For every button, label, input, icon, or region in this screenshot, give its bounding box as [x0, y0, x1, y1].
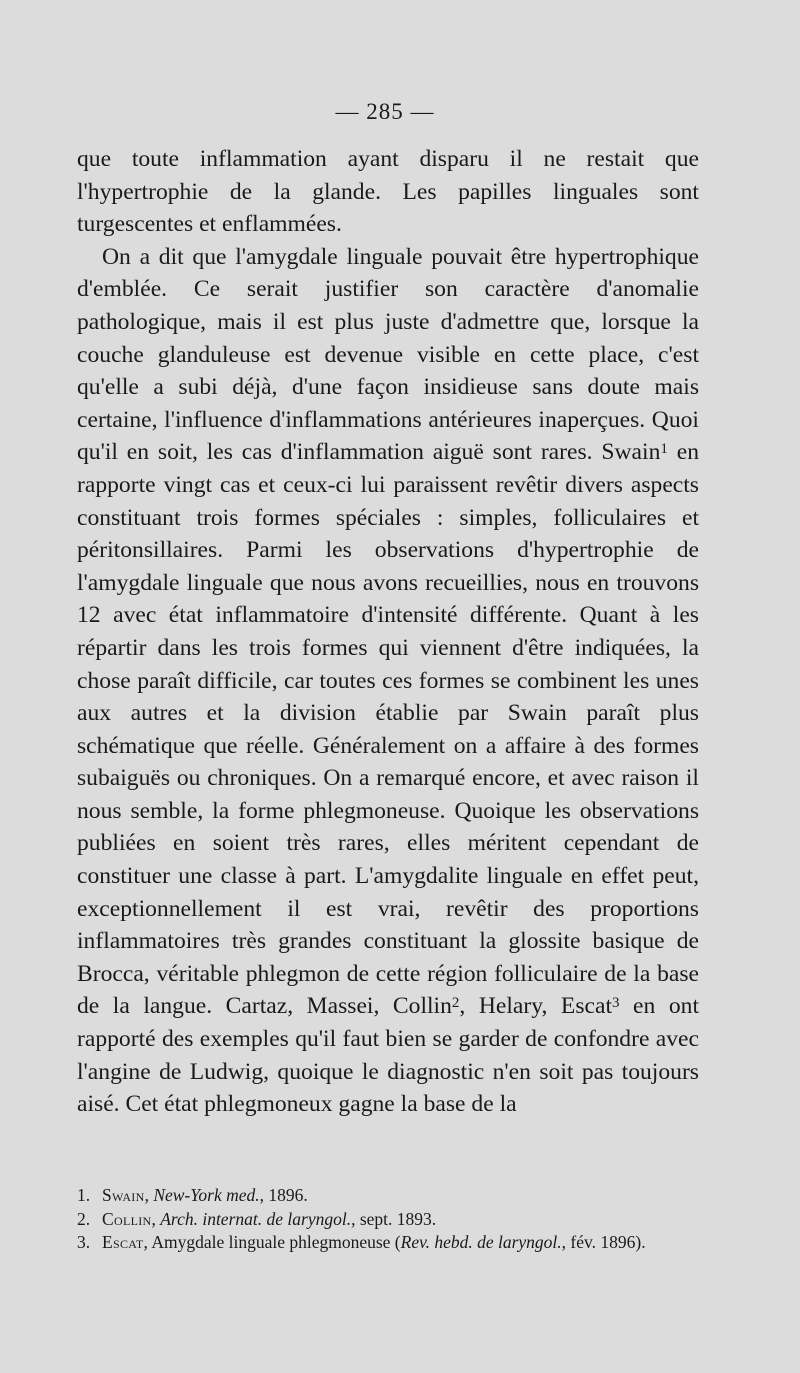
footnotes — [77, 1184, 699, 1255]
footnote-author: Escat — [102, 1232, 144, 1252]
paragraph-2-part-1: On a dit que l'amygdale linguale pouvait être hypertrophique d'emblée. Ce serait justifier son caractère d'anomalie pathologique, mais il est plus juste d'admettre que, lorsque la couche glanduleuse est devenue visible en cette place, c'est qu'elle a subi déjà, d'une façon insidieuse sans doute mais certaine, l'influence d'inflammations antérieures inaperçues. Quoi qu'il en soit, les cas d'inflammation aiguë sont rares. Swain — [77, 243, 699, 466]
footnote-separator: , — [151, 1208, 161, 1229]
footnote-author: Collin — [102, 1208, 152, 1229]
footnote-ref-1[interactable]: 1 — [660, 441, 668, 458]
footnote-2 — [77, 1208, 699, 1232]
paragraph-2-part-2: en rapporte vingt cas et ceux-ci lui paraissent revêtir divers aspects constituant trois formes spéciales : simples, folliculaires et péritonsillaires. Parmi les observations d'hypertrophie de l'amygdale linguale que nous avons recueillies, nous en trouvons 12 avec état inflammatoire d'intensité différente. Quant à les répartir dans les trois formes qui viennent d'être indiquées, la chose paraît difficile, car toutes ces formes se combinent les unes aux autres et la division établie par Swain paraît plus schématique que réelle. Généralement on a affaire à des formes subaiguës ou chroniques. On a remarqué encore, et avec raison il nous semble, la forme phlegmoneuse. Quoique les observations publiées en soient très rares, elles méritent cependant de constituer une classe à part. L'amygdalite linguale en effet peut, exceptionnellement il est vrai, revêtir des proportions inflammatoires très grandes constituant la glossite basique de Brocca, véritable phlegmon de cette région folliculaire de la base de la langue. Cartaz, Massei, Collin — [77, 439, 699, 1020]
main-text — [77, 143, 699, 1121]
footnote-separator: , — [144, 1185, 154, 1205]
footnote-number: 3. — [77, 1232, 91, 1252]
paragraph-1: que toute inflammation ayant disparu il ne restait que l'hypertrophie de la glande. Les papilles linguales sont turgescentes et enflammées. — [77, 146, 699, 238]
footnote-rest: , sept. 1893. — [351, 1208, 437, 1229]
footnote-rest: , 1896. — [259, 1185, 308, 1205]
footnote-number: 2. — [77, 1208, 91, 1229]
footnote-ref-3[interactable]: 3 — [612, 995, 620, 1012]
footnote-author: Swain — [102, 1185, 145, 1205]
paragraph-2 — [77, 241, 699, 1121]
paragraph-2-part-4: en ont rapporté des exemples qu'il faut bien se garder de confondre avec l'angine de Ludwig, quoique le diagnostic n'en soit pas toujours aisé. Cet état phlegmoneux gagne la base de la — [77, 993, 699, 1118]
paragraph-2-part-3: , Helary, Escat — [459, 993, 613, 1020]
footnote-rest: , fév. 1896). — [561, 1232, 646, 1252]
footnote-1 — [77, 1184, 699, 1208]
page-number: — 285 — — [335, 99, 435, 124]
footnote-separator: , Amygdale linguale phlegmoneuse ( — [143, 1232, 401, 1252]
footnote-title: New-York med. — [153, 1185, 260, 1205]
footnote-title: Arch. internat. de laryngol. — [160, 1208, 352, 1229]
footnote-3 — [77, 1231, 699, 1255]
footnote-title: Rev. hebd. de laryngol. — [400, 1232, 562, 1252]
footnote-number: 1. — [77, 1185, 91, 1205]
footnote-ref-2[interactable]: 2 — [451, 995, 460, 1012]
